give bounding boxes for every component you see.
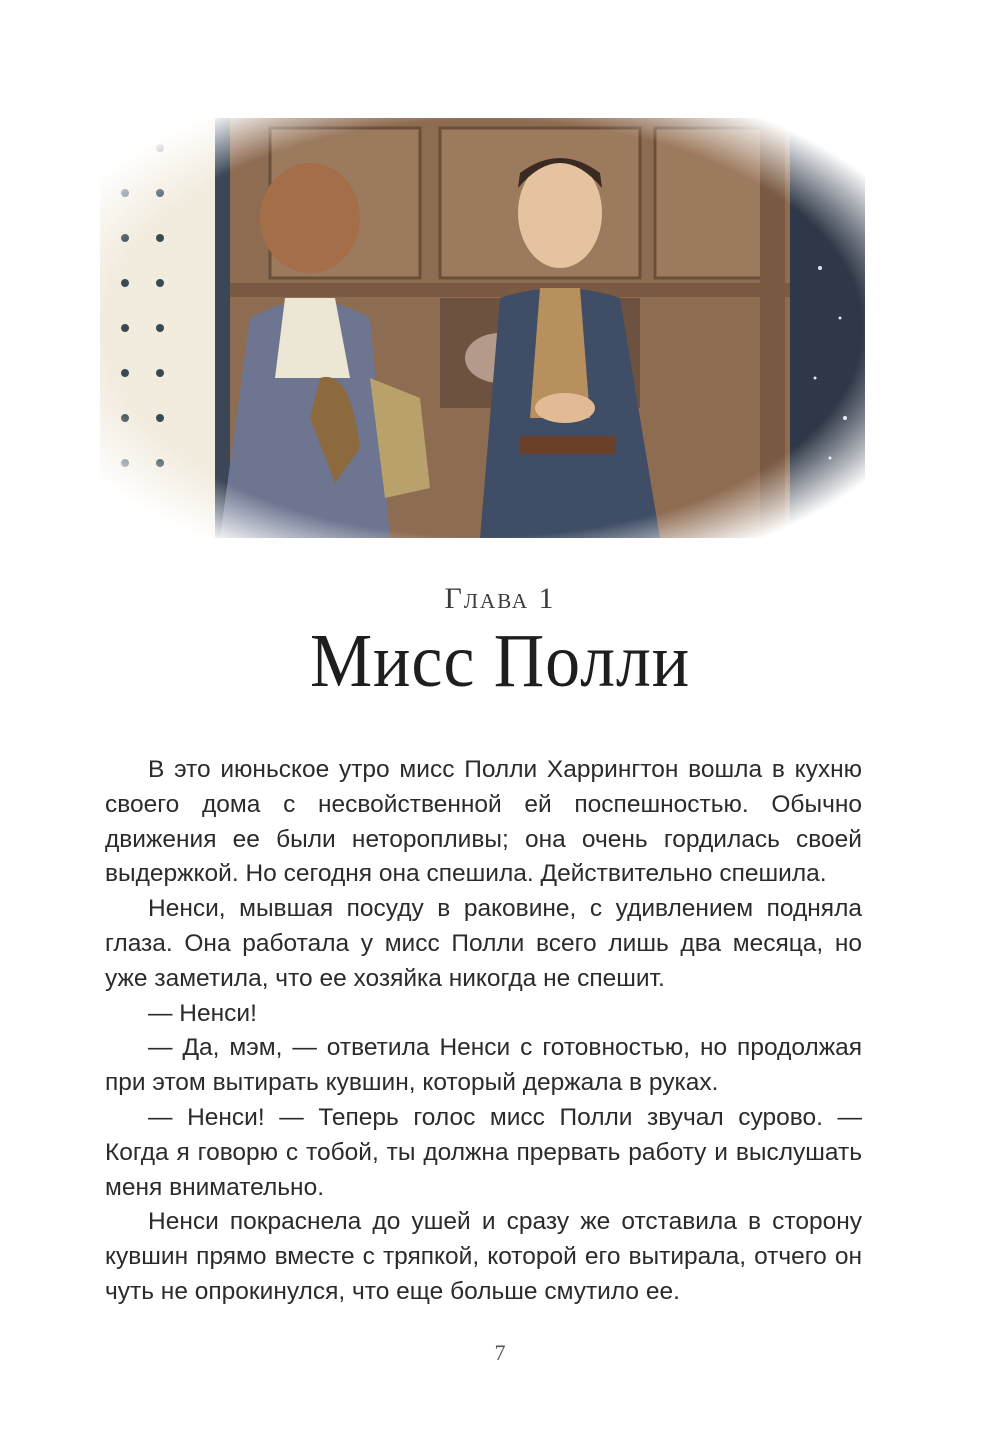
chapter-label: Глава 1 bbox=[444, 582, 556, 615]
paragraph: Ненси, мывшая посуду в раковине, с удивлением подняла глаза. Она работала у мисс Полли всего лишь два месяца, но уже заметила, что ее хозяйка никогда не спешит. bbox=[105, 895, 862, 992]
illustration-image bbox=[100, 118, 865, 538]
paragraph: — Ненси! bbox=[148, 999, 257, 1027]
paragraph: В это июньское утро мисс Полли Харрингтон вошла в кухню своего дома с несвойственной ей поспешностью. Обычно движения ее были неторопливы; она очень гордилась своей выдержкой. Но сегодня она спешила. Действительно спешила. bbox=[105, 756, 862, 888]
paragraph: — Да, мэм, — ответила Ненси с готовностью, но продолжая при этом вытирать кувшин, который держала в руках. bbox=[105, 1034, 862, 1097]
page-number: 7 bbox=[494, 1340, 506, 1365]
paragraph: Ненси покраснела до ушей и сразу же отставила в сторону кувшин прямо вместе с тряпкой, которой его вытирала, отчего он чуть не опрокинулся, что еще больше смутило ее. bbox=[105, 1208, 862, 1305]
chapter-body bbox=[105, 753, 862, 1310]
chapter-illustration bbox=[100, 118, 865, 538]
chapter-title: Мисс Полли bbox=[309, 619, 691, 703]
paragraph: — Ненси! — Теперь голос мисс Полли звучал сурово. — Когда я говорю с тобой, ты должна прервать работу и выслушать меня внимательно. bbox=[105, 1103, 862, 1201]
